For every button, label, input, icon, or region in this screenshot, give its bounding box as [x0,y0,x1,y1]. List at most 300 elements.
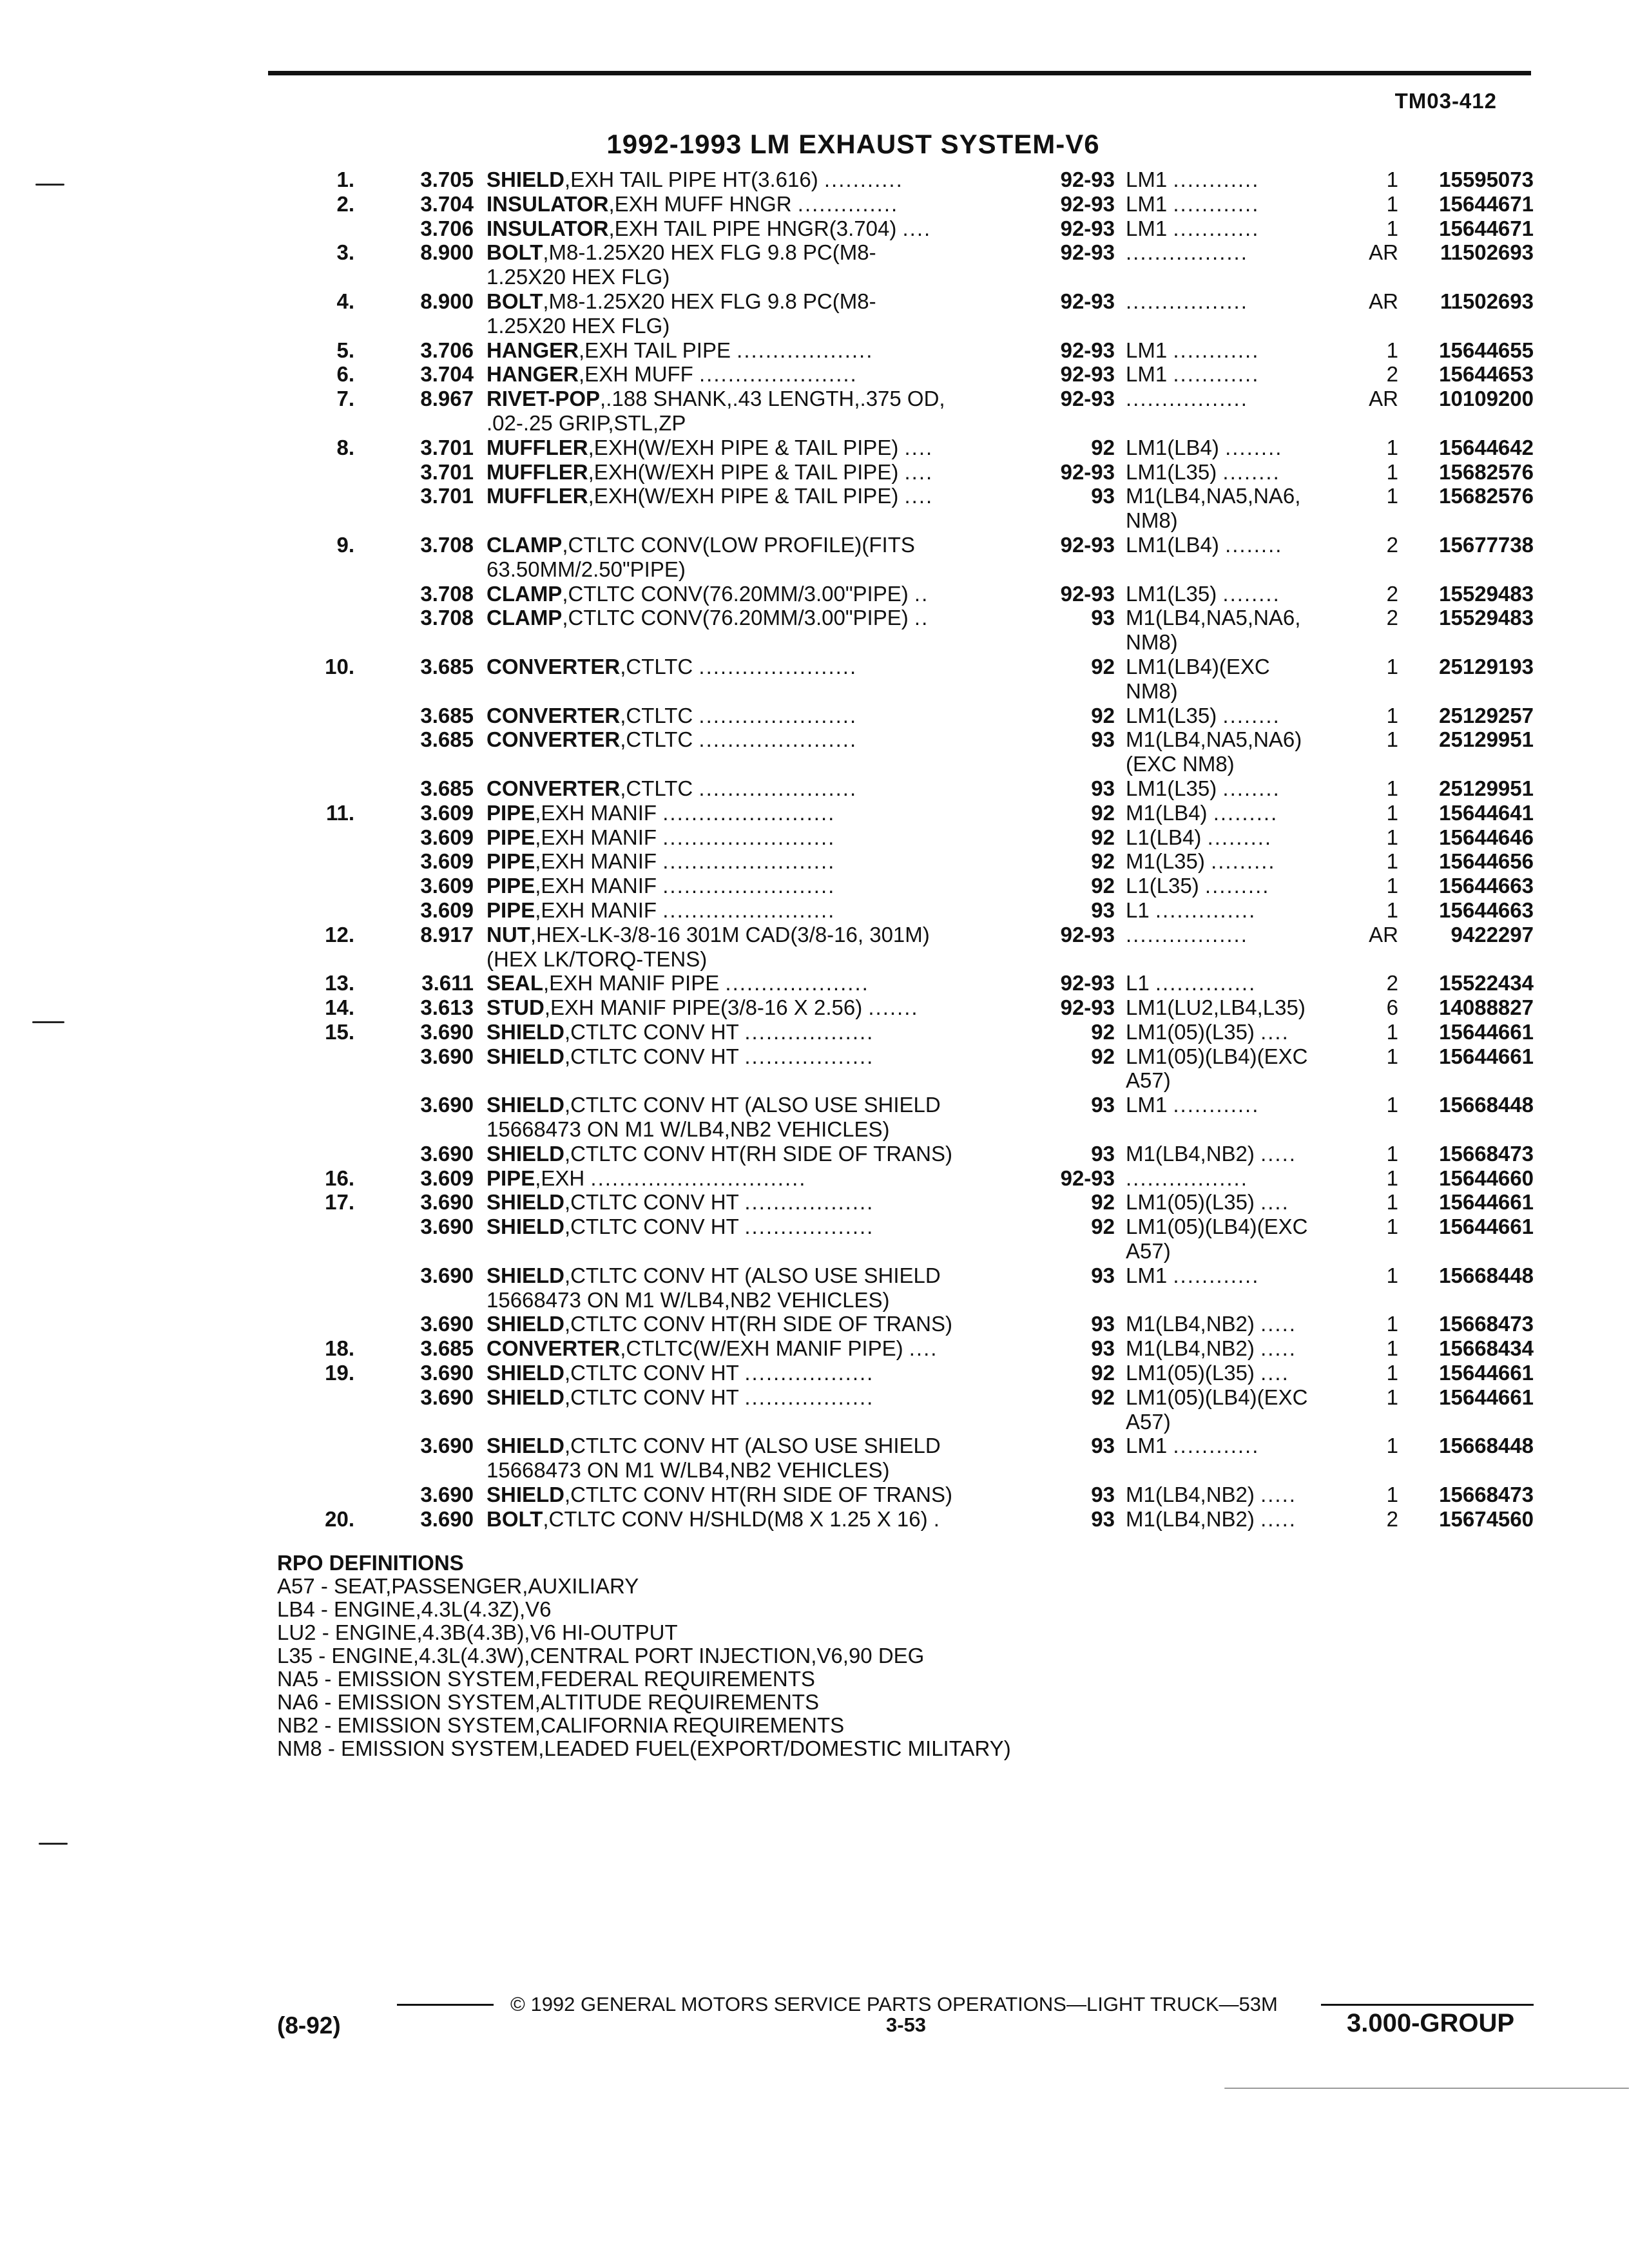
rpo-item: NB2 - EMISSION SYSTEM,CALIFORNIA REQUIREMENTS [277,1713,845,1737]
group-number: 3.609 [420,1166,474,1190]
part-detail: ,CTLTC CONV H/SHLD(M8 X 1.25 X 16) [543,1506,928,1531]
usage-code: LM1(L35) [1126,581,1217,606]
part-number: 15595073 [1439,168,1534,191]
usage-code: L1 [1126,971,1150,995]
part-row [303,1215,1534,1239]
part-number: 15522434 [1439,971,1534,995]
usage [1126,1068,1396,1093]
part-detail: ,EXH MANIF [535,825,657,849]
usage-code: LM1(05)(L35) [1126,1190,1255,1215]
part-row [303,240,1534,265]
ref-number: 8. [336,435,354,459]
part-row [303,1239,1534,1264]
part-detail: 15668473 ON M1 W/LB4,NB2 VEHICLES) [487,1117,890,1142]
part-row [303,387,1534,411]
usage-code: LM1 [1126,338,1168,362]
quantity: 2 [1347,533,1398,557]
part-row [303,1458,1534,1483]
usage-code: LM1(L35) [1126,459,1217,484]
part-detail: .02-.25 GRIP,STL,ZP [487,410,686,435]
part-number: 15668434 [1439,1336,1534,1361]
usage-code: A57) [1126,1409,1171,1434]
part-number: 15644663 [1439,898,1534,922]
part-row [303,1190,1534,1215]
ref-number: 10. [325,654,354,678]
model-year: 93 [1037,776,1115,801]
part-detail: ,HEX-LK-3/8-16 301M CAD(3/8-16, 301M) [530,922,930,947]
part-name: CONVERTER [487,727,621,752]
model-year: 92 [1037,1020,1115,1044]
part-number: 9422297 [1451,922,1534,947]
usage [1126,436,1396,460]
part-description [487,216,1073,241]
ref-number: 4. [336,289,354,313]
quantity: AR [1347,289,1398,314]
model-year: 93 [1037,484,1115,508]
model-year: 93 [1037,1336,1115,1361]
quantity: 1 [1347,1142,1398,1166]
leader-dots: .... [904,435,934,459]
usage-code: M1(LB4,NA5,NA6, [1126,484,1301,508]
part-name: INSULATOR [487,216,609,240]
model-year: 93 [1037,1507,1115,1532]
part-row [303,216,1534,241]
part-name: HANGER [487,362,579,387]
leader-dots: ....... [868,995,919,1020]
ref-number: 14. [325,995,354,1020]
group-number: 3.611 [421,971,474,995]
leader-dots: ........ [1222,776,1280,800]
usage [1126,1142,1396,1166]
part-description [487,1093,1073,1117]
part-detail: ,.188 SHANK,.43 LENGTH,.375 OD, [600,387,945,411]
usage [1126,1239,1396,1264]
ref-number: 12. [325,922,354,947]
part-number: 11502693 [1440,240,1534,265]
usage-code: LM1(L35) [1126,776,1217,800]
part-detail: ,EXH MUFF [579,362,693,387]
usage-code: LM1(L35) [1126,703,1217,727]
quantity: 1 [1347,168,1398,192]
group-number: 3.690 [420,1263,474,1287]
part-description [487,947,1073,972]
part-row [303,1166,1534,1191]
part-name: PIPE [487,1166,535,1190]
leader-dots: .................. [744,1019,874,1044]
quantity: 1 [1347,436,1398,460]
usage-code: LM1 [1126,216,1168,240]
part-row [303,1410,1534,1434]
part-row [303,923,1534,947]
part-detail: ,EXH(W/EXH PIPE & TAIL PIPE) [588,435,899,459]
part-number: 15644660 [1439,1166,1534,1190]
quantity: 2 [1347,362,1398,387]
part-detail: ,CTLTC CONV HT [564,1190,739,1215]
part-row [303,727,1534,752]
leader-dots: ............ [1173,168,1260,191]
model-year: 92 [1037,704,1115,728]
part-number: 25129951 [1439,776,1534,800]
quantity: 2 [1347,582,1398,606]
model-year: 92-93 [1037,168,1115,192]
part-description [487,1361,1073,1385]
part-description [487,727,1073,752]
part-name: PIPE [487,825,535,849]
part-detail: 1.25X20 HEX FLG) [487,265,670,289]
usage [1126,192,1396,216]
leader-dots: ................. [1126,240,1248,265]
leader-dots: ........ [1222,581,1280,606]
model-year: 93 [1037,898,1115,923]
usage-code: A57) [1126,1239,1171,1264]
usage [1126,1264,1396,1288]
group-number: 3.613 [420,995,474,1020]
model-year: 93 [1037,1093,1115,1117]
part-name: BOLT [487,1506,543,1531]
usage-code: NM8) [1126,508,1178,533]
leader-dots: .... [902,216,932,240]
usage-code: L1 [1126,898,1150,922]
part-number: 15682576 [1439,459,1534,484]
usage-code: LM1(05)(LB4)(EXC [1126,1215,1308,1239]
part-row [303,533,1534,557]
part-description [487,1385,1073,1410]
part-number: 15674560 [1439,1506,1534,1531]
model-year: 93 [1037,1434,1115,1458]
part-name: NUT [487,922,530,947]
margin-mark [32,1021,64,1023]
footer-rule-left [397,2004,494,2006]
leader-dots: .... [1260,1190,1289,1215]
ref-number: 3. [336,240,354,265]
part-name: HANGER [487,338,579,362]
usage [1126,1410,1396,1434]
page-number: 3-53 [886,2013,927,2036]
part-detail: ,CTLTC CONV HT [564,1215,739,1239]
usage [1126,704,1396,728]
leader-dots: ...................... [699,776,858,800]
usage [1126,1093,1396,1117]
part-detail: ,EXH MUFF HNGR [608,191,792,216]
ref-number: 1. [336,168,354,191]
leader-dots: ..... [1260,1483,1296,1507]
part-name: SHIELD [487,1434,565,1458]
margin-mark [35,184,64,186]
usage [1126,1020,1396,1044]
leader-dots: .............. [1155,971,1257,995]
part-row [303,484,1534,508]
leader-dots: ............ [1173,1434,1260,1458]
usage [1126,1044,1396,1069]
part-detail: 1.25X20 HEX FLG) [487,313,670,338]
usage-code: LM1(05)(LB4)(EXC [1126,1044,1308,1068]
quantity: 1 [1347,216,1398,241]
model-year: 92 [1037,849,1115,874]
quantity: 1 [1347,655,1398,679]
part-name: PIPE [487,800,535,825]
part-detail: 15668473 ON M1 W/LB4,NB2 VEHICLES) [487,1458,890,1483]
part-description [487,387,1073,411]
part-detail: ,CTLTC [620,727,693,752]
model-year: 93 [1037,1264,1115,1288]
model-year: 92 [1037,1190,1115,1215]
model-year: 92-93 [1037,240,1115,265]
part-number: 15668448 [1439,1263,1534,1287]
ref-number: 19. [325,1361,354,1385]
part-row [303,630,1534,655]
leader-dots: ............ [1173,191,1260,216]
part-detail: ,M8-1.25X20 HEX FLG 9.8 PC(M8- [543,289,876,313]
usage-code: NM8) [1126,630,1178,655]
leader-dots: ................. [1126,922,1248,947]
leader-dots: .... [904,484,934,508]
part-row [303,362,1534,387]
ref-number: 2. [336,191,354,216]
part-detail: ,CTLTC CONV HT(RH SIDE OF TRANS) [564,1141,952,1166]
part-description [487,1020,1073,1044]
leader-dots: ..... [1260,1336,1296,1361]
part-description [487,995,1073,1020]
model-year: 92 [1037,436,1115,460]
part-row [303,606,1534,630]
leader-dots: ......... [1207,825,1273,849]
leader-dots: ......... [1211,849,1276,874]
usage-code: LM1(LB4) [1126,532,1219,557]
part-name: STUD [487,995,545,1020]
leader-dots: ............ [1173,216,1260,240]
part-description [487,460,1073,485]
part-description [487,923,1073,947]
group-number: 3.690 [420,1044,474,1068]
part-row [303,947,1534,972]
part-row [303,192,1534,216]
quantity: 1 [1347,874,1398,898]
group-number: 3.701 [420,484,474,508]
group-number: 3.690 [420,1019,474,1044]
quantity: 1 [1347,849,1398,874]
part-number: 15529483 [1439,581,1534,606]
leader-dots: ........ [1222,703,1280,727]
usage [1126,801,1396,825]
group-number: 3.704 [420,191,474,216]
part-number: 15644642 [1439,435,1534,459]
part-name: CLAMP [487,606,563,630]
part-name: SHIELD [487,1215,565,1239]
usage [1126,752,1396,776]
part-name: CONVERTER [487,654,621,678]
part-row [303,314,1534,338]
usage [1126,484,1396,508]
group-number: 3.706 [420,216,474,240]
usage-code: LM1(LB4) [1126,435,1219,459]
part-row [303,752,1534,776]
part-number: 15644661 [1439,1385,1534,1409]
part-detail: ,CTLTC CONV HT (ALSO USE SHIELD [564,1434,941,1458]
part-description [487,971,1073,995]
group-number: 8.900 [420,240,474,265]
group-number: 3.690 [420,1141,474,1166]
usage-code: LM1(LU2,LB4,L35) [1126,995,1306,1020]
quantity: 1 [1347,1044,1398,1069]
model-year: 92 [1037,1385,1115,1410]
part-detail: ,EXH TAIL PIPE HNGR(3.704) [608,216,897,240]
usage [1126,874,1396,898]
quantity: 1 [1347,1093,1398,1117]
leader-dots: ........................ [662,898,836,922]
leader-dots: .............. [1155,898,1257,922]
part-name: SHIELD [487,1044,565,1068]
usage-code: LM1 [1126,168,1168,191]
leader-dots: ................. [1126,289,1248,313]
part-description [487,557,1073,582]
usage [1126,825,1396,850]
ref-number: 6. [336,362,354,387]
quantity: AR [1347,240,1398,265]
usage [1126,898,1396,923]
part-detail: ,EXH MANIF PIPE [543,971,720,995]
leader-dots: ................... [737,338,874,362]
usage-code: LM1 [1126,1434,1168,1458]
usage [1126,240,1396,265]
rpo-item: L35 - ENGINE,4.3L(4.3W),CENTRAL PORT INJECTION,V6,90 DEG [277,1644,925,1667]
part-detail: 63.50MM/2.50"PIPE) [487,557,686,581]
model-year: 92-93 [1037,460,1115,485]
margin-mark [39,1843,68,1845]
model-year: 92-93 [1037,923,1115,947]
footer-rule-right [1321,2004,1534,2006]
part-number: 15644661 [1439,1215,1534,1239]
model-year: 92-93 [1037,338,1115,363]
part-description [487,533,1073,557]
part-detail: ,CTLTC CONV HT [564,1361,739,1385]
part-name: SHIELD [487,1141,565,1166]
quantity: AR [1347,387,1398,411]
ref-number: 11. [325,800,354,825]
leader-dots: ........................ [662,874,836,898]
model-year: 92-93 [1037,387,1115,411]
leader-dots: .... [904,459,934,484]
part-row [303,1361,1534,1385]
part-name: PIPE [487,898,535,922]
part-description [487,1264,1073,1288]
part-number: 15668473 [1439,1312,1534,1336]
part-description [487,1312,1073,1336]
part-row [303,1093,1534,1117]
model-year: 92 [1037,1361,1115,1385]
rpo-list [277,1575,1011,1760]
usage-code: LM1 [1126,362,1168,387]
part-row [303,508,1534,533]
part-name: CONVERTER [487,776,621,800]
part-description [487,1288,1073,1312]
part-detail: 15668473 ON M1 W/LB4,NB2 VEHICLES) [487,1287,890,1312]
part-row [303,1312,1534,1336]
usage [1126,1336,1396,1361]
part-name: INSULATOR [487,191,609,216]
usage-code: LM1(LB4)(EXC [1126,654,1270,678]
part-description [487,1507,1073,1532]
leader-dots: ............ [1173,362,1260,387]
model-year: 92 [1037,655,1115,679]
usage-code: A57) [1126,1068,1171,1093]
part-row [303,971,1534,995]
part-number: 15644671 [1439,216,1534,240]
model-year: 92-93 [1037,1166,1115,1191]
part-detail: ,EXH(W/EXH PIPE & TAIL PIPE) [588,459,899,484]
quantity: 1 [1347,1020,1398,1044]
usage-code: LM1(05)(L35) [1126,1019,1255,1044]
part-row [303,704,1534,728]
group-number: 3.708 [420,532,474,557]
usage-code: (EXC NM8) [1126,752,1235,776]
leader-dots: .............................. [590,1166,807,1190]
part-row [303,1507,1534,1532]
part-name: MUFFLER [487,435,588,459]
usage-code: M1(LB4,NB2) [1126,1141,1255,1166]
usage [1126,923,1396,947]
part-detail: ,EXH MANIF [535,849,657,874]
top-rule [268,71,1531,75]
model-year: 93 [1037,1312,1115,1336]
usage [1126,1190,1396,1215]
ref-number: 13. [325,971,354,995]
quantity: 1 [1347,1434,1398,1458]
usage [1126,1385,1396,1410]
part-row [303,436,1534,460]
leader-dots: .................. [744,1190,874,1215]
group-number: 3.685 [420,1336,474,1361]
part-number: 25129951 [1439,727,1534,752]
part-description [487,192,1073,216]
leader-dots: ........................ [662,849,836,874]
usage-code: M1(LB4,NB2) [1126,1483,1255,1507]
part-description [487,849,1073,874]
usage-code: M1(LB4,NA5,NA6, [1126,606,1301,630]
group-number: 3.609 [420,849,474,874]
usage [1126,216,1396,241]
leader-dots: .... [1260,1361,1289,1385]
part-description [487,1044,1073,1069]
part-detail: ,CTLTC CONV(LOW PROFILE)(FITS [562,532,915,557]
part-row [303,898,1534,923]
leader-dots: ..... [1260,1141,1296,1166]
quantity: 2 [1347,1507,1398,1532]
part-detail: ,EXH MANIF [535,800,657,825]
rpo-heading: RPO DEFINITIONS [277,1551,464,1575]
leader-dots: .............. [797,191,899,216]
part-description [487,874,1073,898]
part-row [303,168,1534,192]
quantity: 6 [1347,995,1398,1020]
group-number: 3.690 [420,1361,474,1385]
part-row [303,1483,1534,1507]
part-row [303,265,1534,289]
part-detail: ,CTLTC CONV(76.20MM/3.00"PIPE) [562,581,909,606]
group-number: 3.609 [420,825,474,849]
part-name: SEAL [487,971,544,995]
part-row [303,874,1534,898]
footer-date: (8-92) [277,2012,341,2039]
model-year: 92 [1037,1044,1115,1069]
model-year: 92-93 [1037,971,1115,995]
leader-dots: .... [909,1336,938,1361]
group-number: 3.706 [420,338,474,362]
usage-code: LM1(05)(L35) [1126,1361,1255,1385]
part-name: SHIELD [487,1263,565,1287]
group-number: 3.690 [420,1215,474,1239]
part-number: 15677738 [1439,532,1534,557]
group-number: 3.609 [420,898,474,922]
